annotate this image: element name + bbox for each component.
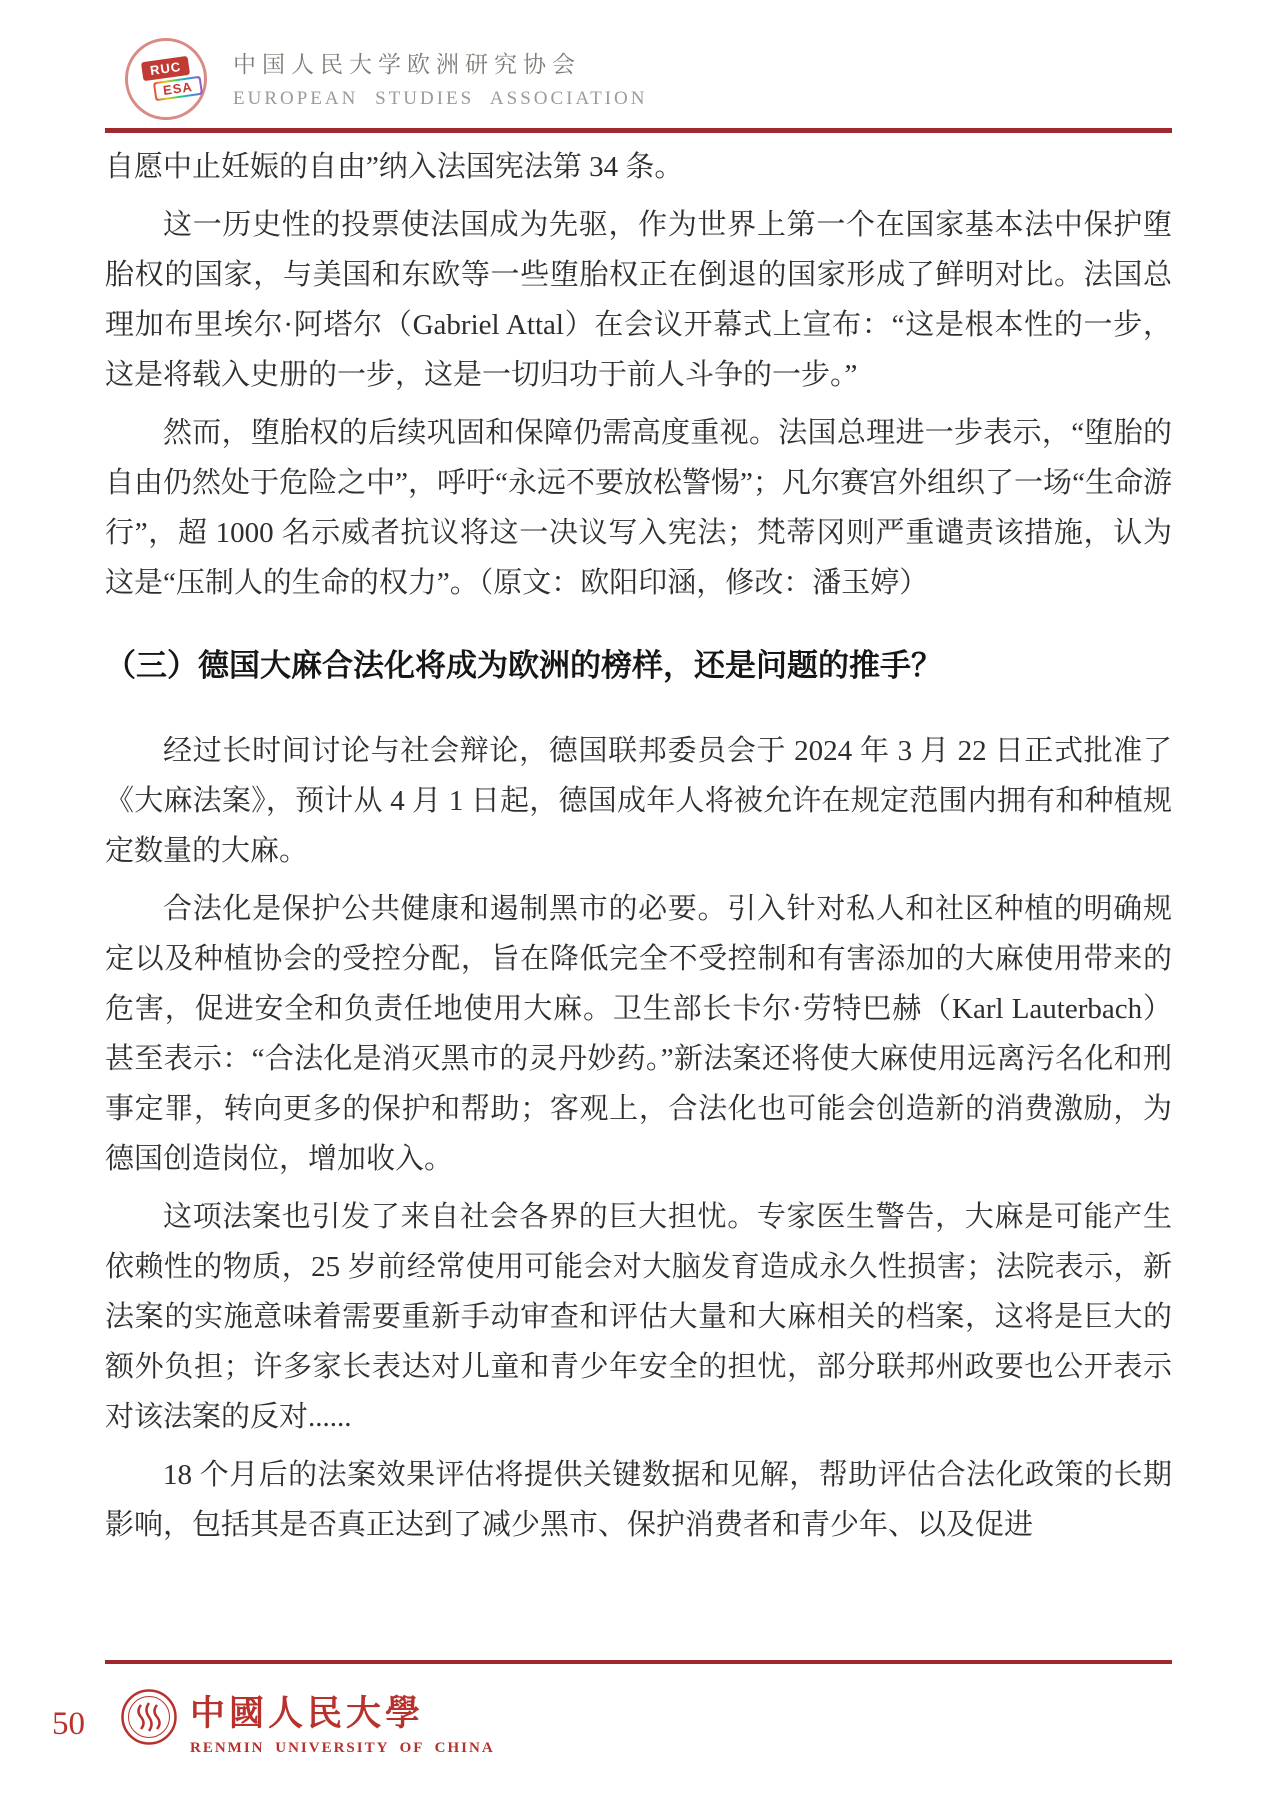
org-name-chinese: 中国人民大学欧洲研究协会 <box>233 52 581 77</box>
seal-esa-badge: ESA <box>153 76 203 101</box>
header-org-names <box>233 46 647 110</box>
paragraph: 合法化是保护公共健康和遏制黑市的必要。引入针对私人和社区种植的明确规定以及种植协会的受控分配，旨在降低完全不受控制和有害添加的大麻使用带来的危害，促进安全和负责任地使用大麻。卫生部长卡尔·劳特巴赫（Karl Lauterbach）甚至表示：“合法化是消灭黑市的灵丹妙药。”新法案还将使大麻使用远离污名化和刑事定罪，转向更多的保护和帮助；客观上，合法化也可能会创造新的消费激励，为德国创造岗位，增加收入。 <box>105 893 1172 1175</box>
section-heading: （三）德国大麻合法化将成为欧洲的榜样，还是问题的推手？ <box>105 648 942 683</box>
paragraph: 18 个月后的法案效果评估将提供关键数据和见解，帮助评估合法化政策的长期影响，包括其是否真正达到了减少黑市、保护消费者和青少年、以及促进 <box>105 1459 1172 1541</box>
paragraph: 这一历史性的投票使法国成为先驱，作为世界上第一个在国家基本法中保护堕胎权的国家，与美国和东欧等一些堕胎权正在倒退的国家形成了鲜明对比。法国总理加布里埃尔·阿塔尔（Gabriel Attal）在会议开幕式上宣布：“这是根本性的一步，这是将载入史册的一步，这是一切归功于前人斗争的一步。” <box>105 209 1172 391</box>
paragraph: 经过长时间讨论与社会辩论，德国联邦委员会于 2024 年 3 月 22 日正式批准了《大麻法案》，预计从 4 月 1 日起，德国成年人将被允许在规定范围内拥有和种植规定数量的大麻。 <box>105 735 1172 867</box>
paragraph-continuation: 自愿中止妊娠的自由”纳入法国宪法第 34 条。 <box>105 151 684 183</box>
document-body <box>105 142 1172 1558</box>
paragraph: 然而，堕胎权的后续巩固和保障仍需高度重视。法国总理进一步表示，“堕胎的自由仍然处于危险之中”，呼吁“永远不要放松警惕”；凡尔赛宫外组织了一场“生命游行”，超 1000 名示威者抗议将这一决议写入宪法；梵蒂冈则严重谴责该措施，认为这是“压制人的生命的权力”。（原文：欧阳印涵，修改：潘玉婷） <box>105 417 1172 599</box>
paragraph: 这项法案也引发了来自社会各界的巨大担忧。专家医生警告，大麻是可能产生依赖性的物质，25 岁前经常使用可能会对大脑发育造成永久性损害；法院表示，新法案的实施意味着需要重新手动审查和评估大量和大麻相关的档案，这将是巨大的额外负担；许多家长表达对儿童和青少年安全的担忧，部分联邦州政要也公开表示对该法案的反对...... <box>105 1201 1172 1433</box>
page-footer <box>40 1684 1140 1764</box>
footer-university-names <box>190 1686 495 1757</box>
footer-rule <box>105 1660 1172 1664</box>
page-header <box>105 30 1172 130</box>
header-rule <box>105 128 1172 133</box>
university-name-english: RENMIN UNIVERSITY OF CHINA <box>190 1740 495 1756</box>
org-name-english: EUROPEAN STUDIES ASSOCIATION <box>233 88 648 109</box>
university-name-chinese: 中國人民大學 <box>190 1694 425 1733</box>
ruc-university-seal-icon <box>120 1688 178 1746</box>
page-number: 50 <box>52 1706 85 1742</box>
esa-association-seal-icon <box>125 38 207 120</box>
seal-ruc-badge: RUC <box>141 56 190 81</box>
